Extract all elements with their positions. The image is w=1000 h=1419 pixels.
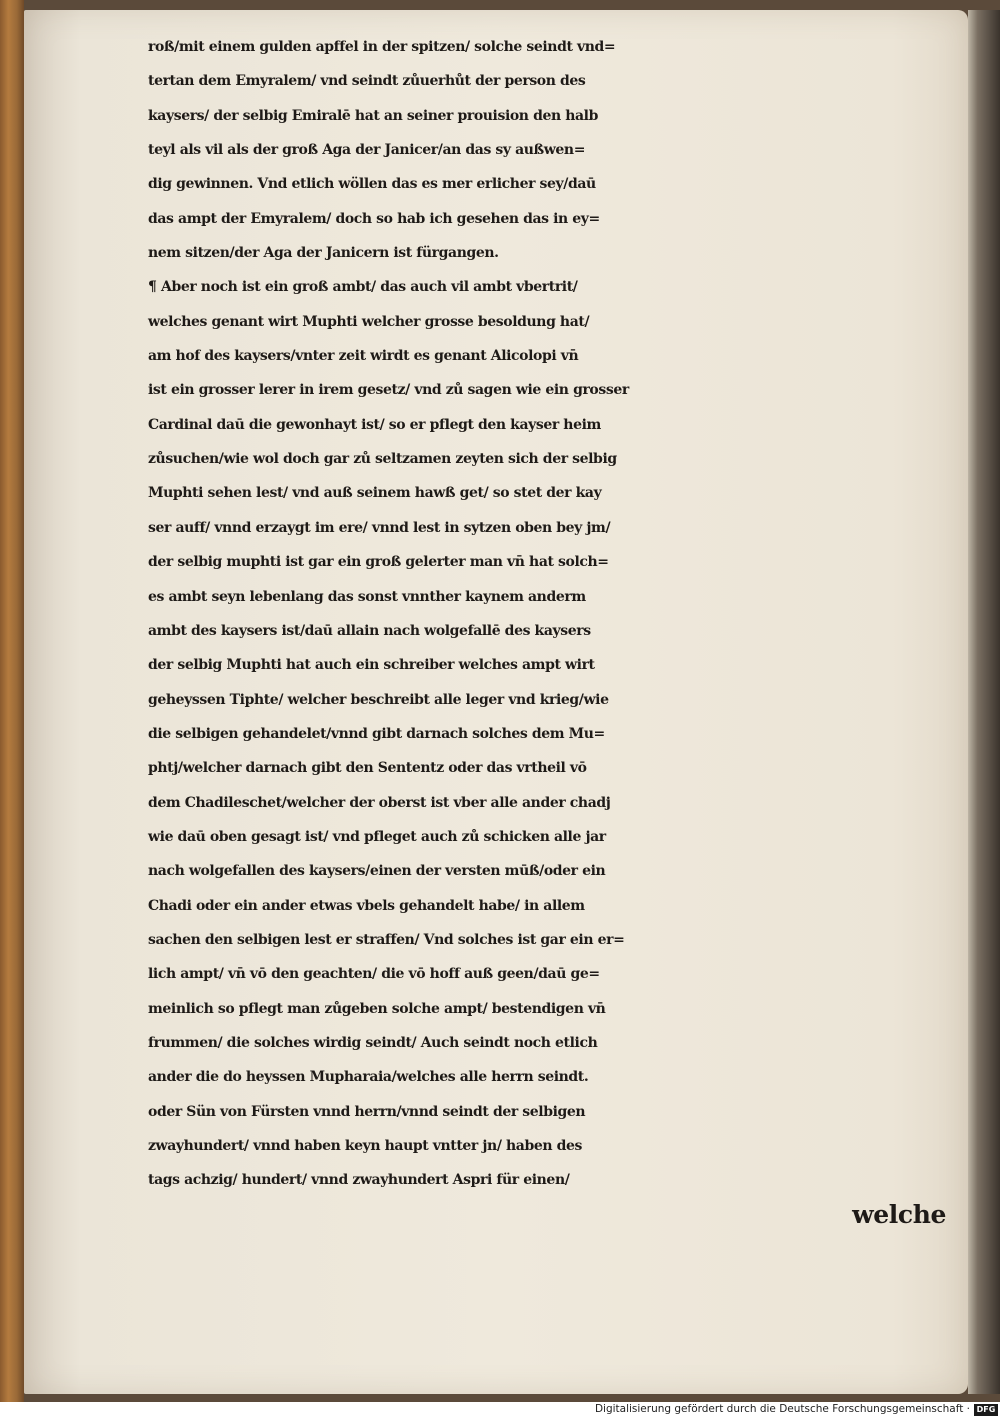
text-line: Chadi oder ein ander etwas vbels gehandelt habe/ in allem	[148, 897, 585, 914]
text-line: teyl als vil als der groß Aga der Janicer/an das sy außwen=	[148, 142, 586, 159]
text-line: ser auff/ vnnd erzaygt im ere/ vnnd lest in sytzen oben bey jm/	[148, 519, 611, 536]
text-line: ist ein grosser lerer in irem gesetz/ vnd zů sagen wie ein grosser	[148, 382, 629, 399]
text-line: kaysers/ der selbig Emiralē hat an seiner prouision den halb	[148, 107, 598, 124]
text-line: ¶ Aber noch ist ein groß ambt/ das auch vil ambt vbertrit/	[148, 279, 578, 296]
text-line: roß/mit einem gulden apffel in der spitzen/ solche seindt vnd=	[148, 39, 616, 55]
text-line: welche	[852, 1199, 946, 1229]
text-line: tertan dem Emyralem/ vnd seindt zůuerhůt der person des	[148, 73, 586, 90]
text-line: welches genant wirt Muphti welcher grosse besoldung hat/	[148, 313, 590, 330]
dfg-logo: DFG	[974, 1404, 998, 1416]
footer-bar	[0, 1402, 1000, 1419]
text-line: Cardinal daū die gewonhayt ist/ so er pflegt den kayser heim	[148, 416, 601, 433]
text-line: zwayhundert/ vnnd haben keyn haupt vntter jn/ haben des	[148, 1138, 582, 1154]
text-line: nach wolgefallen des kaysers/einen der versten mūß/oder ein	[148, 863, 606, 880]
book-spine	[0, 0, 24, 1402]
text-line: ander die do heyssen Mupharaia/welches alle herrn seindt.	[148, 1069, 589, 1086]
text-line: am hof des kaysers/vnter zeit wirdt es genant Alicolopi vn̄	[148, 348, 579, 365]
text-line: Muphti sehen lest/ vnd auß seinem hawß get/ so stet der kay	[148, 485, 602, 502]
text-line: oder Sün von Fürsten vnnd herrn/vnnd seindt der selbigen	[148, 1103, 586, 1120]
text-line: lich ampt/ vn̄ vō den geachten/ die vō hoff auß geen/daū ge=	[148, 966, 600, 983]
text-line: wie daū oben gesagt ist/ vnd pfleget auch zů schicken alle jar	[148, 828, 606, 845]
text-line: zůsuchen/wie wol doch gar zů seltzamen zeyten sich der selbig	[148, 451, 617, 468]
text-line: die selbigen gehandelet/vnnd gibt darnach solches dem Mu=	[148, 725, 605, 742]
text-line: dig gewinnen. Vnd etlich wöllen das es mer erlicher sey/daū	[148, 176, 596, 193]
text-line: nem sitzen/der Aga der Janicern ist fürgangen.	[148, 245, 499, 262]
text-line: sachen den selbigen lest er straffen/ Vnd solches ist gar ein er=	[148, 931, 625, 948]
text-line: tags achzig/ hundert/ vnnd zwayhundert Aspri für einen/	[148, 1172, 570, 1189]
text-line: phtj/welcher darnach gibt den Sententz oder das vrtheil vō	[148, 760, 587, 777]
text-line: der selbig Muphti hat auch ein schreiber welches ampt wirt	[148, 657, 595, 674]
text-line: ambt des kaysers ist/daū allain nach wolgefallē des kaysers	[148, 622, 591, 639]
text-line: meinlich so pflegt man zůgeben solche ampt/ bestendigen vn̄	[148, 1000, 606, 1017]
text-line: der selbig muphti ist gar ein groß gelerter man vn̄ hat solch=	[148, 554, 609, 571]
text-line: es ambt seyn lebenlang das sonst vnnther kaynem anderm	[148, 588, 586, 605]
page-edge-shadow	[968, 10, 1000, 1394]
text-block	[148, 30, 968, 1232]
footer-credit: Digitalisierung gefördert durch die Deutsche Forschungsgemeinschaft ·	[594, 1403, 970, 1415]
text-line: frummen/ die solches wirdig seindt/ Auch seindt noch etlich	[148, 1034, 598, 1051]
text-line: das ampt der Emyralem/ doch so hab ich gesehen das in ey=	[148, 210, 600, 227]
text-line: geheyssen Tiphte/ welcher beschreibt alle leger vnd krieg/wie	[148, 691, 609, 708]
text-line: dem Chadileschet/welcher der oberst ist vber alle ander chadj	[148, 794, 611, 811]
